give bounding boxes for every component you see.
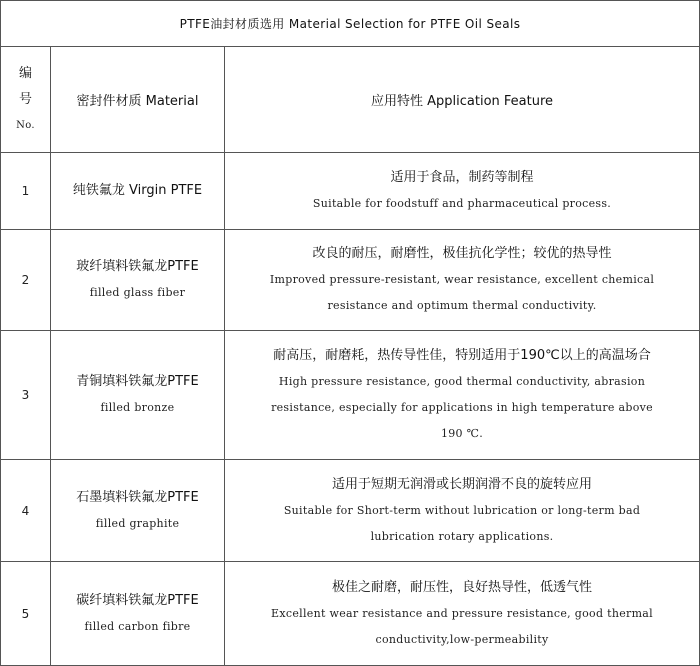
header-material: 密封件材质 Material [76, 94, 199, 109]
table-row [1, 230, 700, 331]
header-feature-cell [225, 47, 700, 153]
row-material-cell [51, 460, 225, 562]
feature-en-line: Excellent wear resistance and pressure resistance, good thermal [271, 606, 653, 620]
row-number: 2 [1, 230, 51, 331]
table-title: PTFE油封材质选用 Material Selection for PTFE Oil Seals [179, 17, 521, 31]
feature-cn: 耐高压，耐磨耗，热传导性佳，特别适用于190℃以上的高温场合 [273, 348, 651, 363]
feature-en-line: resistance and optimum thermal conductivity. [327, 299, 597, 312]
material-name-en: filled bronze [100, 401, 175, 414]
title-row [1, 1, 700, 47]
row-material-cell [51, 562, 225, 666]
feature-en-line: 190 ℃. [440, 427, 484, 440]
row-feature-cell [225, 153, 700, 230]
row-number: 1 [1, 153, 51, 230]
header-number-char-2: 号 [18, 91, 32, 107]
material-name: 青铜填料铁氟龙PTFE [76, 374, 199, 389]
header-number-char-1: 编 [18, 65, 32, 81]
feature-en-line: Suitable for foodstuff and pharmaceutical process. [312, 197, 612, 210]
material-name: 玻纤填料铁氟龙PTFE [76, 259, 199, 274]
feature-en-line: High pressure resistance, good thermal conductivity, abrasion [278, 375, 646, 388]
row-number: 4 [1, 460, 51, 562]
row-number: 3 [1, 331, 51, 460]
feature-cn: 适用于短期无润滑或长期润滑不良的旋转应用 [332, 476, 593, 492]
table-row [1, 562, 700, 666]
row-material-cell [51, 331, 225, 460]
feature-cn: 极佳之耐磨，耐压性，良好热导性，低透气性 [332, 579, 593, 595]
header-row [1, 47, 700, 153]
header-number-cell [1, 47, 51, 153]
feature-en-line: Suitable for Short-term without lubrication or long-term bad [283, 503, 641, 517]
feature-en-line: conductivity,low-permeability [375, 632, 549, 646]
row-feature-cell [225, 562, 700, 666]
header-number-abbr: No. [16, 119, 35, 131]
material-name: 石墨填料铁氟龙PTFE [76, 489, 199, 505]
row-feature-cell [225, 331, 700, 460]
feature-cn: 改良的耐压，耐磨性，极佳抗化学性；较优的热导性 [312, 246, 612, 261]
row-feature-cell [225, 460, 700, 562]
material-name: 碳纤填料铁氟龙PTFE [76, 592, 199, 608]
feature-en-line: lubrication rotary applications. [370, 529, 554, 543]
row-feature-cell [225, 230, 700, 331]
table-row [1, 331, 700, 460]
table-title-cell [1, 1, 700, 47]
table-row [1, 153, 700, 230]
material-name-en: filled glass fiber [89, 286, 186, 299]
row-material-cell [51, 153, 225, 230]
material-name: 纯铁氟龙 Virgin PTFE [72, 183, 203, 198]
row-material-cell [51, 230, 225, 331]
material-name-en: filled graphite [95, 516, 180, 530]
header-feature: 应用特性 Application Feature [371, 94, 554, 109]
feature-en-line: resistance, especially for applications in high temperature above [271, 401, 653, 414]
feature-cn: 适用于食品，制药等制程 [390, 170, 534, 185]
feature-en-line: Improved pressure-resistant, wear resistance, excellent chemical [269, 273, 655, 286]
row-number: 5 [1, 562, 51, 666]
header-material-cell [51, 47, 225, 153]
table-row [1, 460, 700, 562]
material-name-en: filled carbon fibre [84, 619, 191, 633]
